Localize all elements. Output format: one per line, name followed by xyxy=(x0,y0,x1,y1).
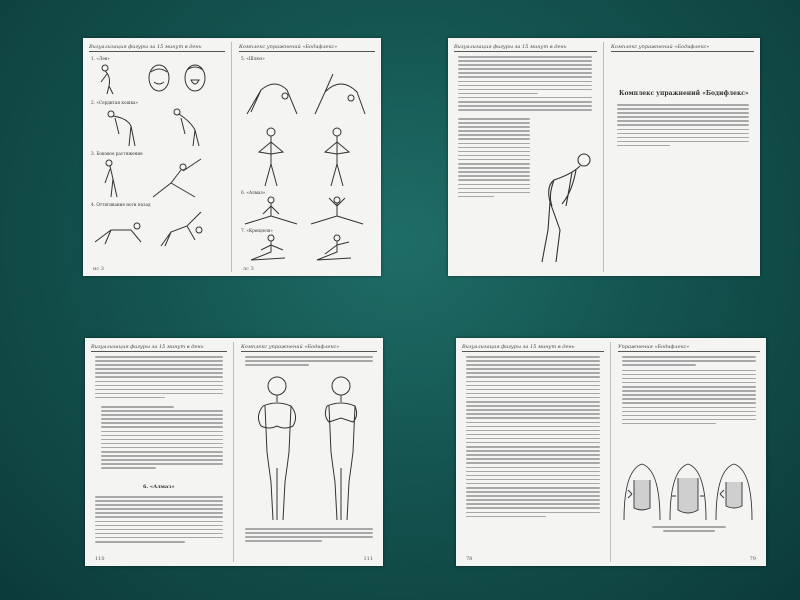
scan3-left-page-number: 110 xyxy=(95,556,105,562)
scan4-left-page xyxy=(456,338,610,566)
scan-bottom-right xyxy=(456,338,766,566)
scan1-gutter xyxy=(231,42,232,272)
label-diamond: 6. «Алмаз» xyxy=(241,190,266,195)
scan1-left-header: Визуализация фигуры за 15 минут в день xyxy=(89,44,225,52)
scan1-right-page xyxy=(233,38,381,276)
scan1-left-page-number: нс 3 xyxy=(93,266,104,272)
scan3-left-text-bottom xyxy=(95,496,223,545)
scan3-gutter xyxy=(233,342,234,562)
label-lion: 1. «Лев» xyxy=(91,56,110,61)
figure-bent-knees-pose xyxy=(532,146,598,266)
scan-bottom-left xyxy=(85,338,383,566)
figure-diamond-pose xyxy=(241,194,371,226)
figure-diamond-standing xyxy=(245,372,373,522)
scan2-gutter xyxy=(603,42,604,272)
scan2-right-page xyxy=(605,38,760,276)
scan2-left-header: Визуализация фигуры за 15 минут в день xyxy=(454,44,597,52)
scan3-right-text-top xyxy=(245,356,373,368)
scan4-gutter xyxy=(610,342,611,562)
scan3-right-page xyxy=(235,338,383,566)
scan2-left-text-block xyxy=(458,56,592,113)
scan4-right-text xyxy=(622,356,756,427)
scan3-left-header: Визуализация фигуры за 15 минут в день xyxy=(91,344,227,352)
figure-lion-pose xyxy=(91,60,221,96)
figure-sluice-pose xyxy=(241,60,371,116)
scan-top-left xyxy=(83,38,381,276)
scan3-right-header: Комплекс упражнений «Бодифлекс» xyxy=(241,344,377,352)
label-angry-cat: 2. «Сердитая кошка» xyxy=(91,100,139,105)
scan4-left-header: Визуализация фигуры за 15 минут в день xyxy=(462,344,604,352)
scan3-left-text-top xyxy=(95,356,223,401)
scan2-section-title: Комплекс упражнений «Бодифлекс» xyxy=(619,90,749,97)
scan2-left-page xyxy=(448,38,603,276)
figure-side-stretch xyxy=(91,155,221,199)
scan3-section-heading: 6. «Алмаз» xyxy=(143,484,175,490)
label-leg-pull: 4. Оттягивание ноги назад xyxy=(91,202,151,207)
label-side-stretch: 3. Боковое растяжение xyxy=(91,151,143,156)
figure-pretzel-pose xyxy=(241,232,371,262)
scan4-left-text xyxy=(466,356,600,520)
scan3-left-page xyxy=(85,338,233,566)
figure-breathing-diagram xyxy=(620,450,758,522)
scan4-right-header: Упражнения «Бодифлекс» xyxy=(618,344,760,352)
scan1-left-page xyxy=(83,38,231,276)
scan4-left-page-number: 78 xyxy=(466,556,473,562)
label-pretzel: 7. «Кренделя» xyxy=(241,228,273,233)
figure-leg-pull xyxy=(91,206,221,248)
figure-angry-cat-pose xyxy=(91,104,221,148)
scan3-right-text-bottom xyxy=(245,528,373,544)
scan1-right-header: Комплекс упражнений «Бодифлекс» xyxy=(239,44,375,52)
figure-standing-twist xyxy=(241,124,371,188)
scan2-right-header: Комплекс упражнений «Бодифлекс» xyxy=(611,44,754,52)
scan3-left-text-list xyxy=(101,406,223,472)
scan1-right-page-number: лс 3 xyxy=(243,266,254,272)
scan3-right-page-number: 111 xyxy=(363,556,373,562)
label-sluice: 5. «Шлюз» xyxy=(241,56,265,61)
scan-top-right xyxy=(448,38,760,276)
scan4-right-page-number: 79 xyxy=(749,556,756,562)
scan2-left-wrapped-text xyxy=(458,118,530,200)
scan4-caption-lines xyxy=(652,526,726,534)
scan2-right-text-block xyxy=(617,104,749,149)
scan4-right-page xyxy=(612,338,766,566)
